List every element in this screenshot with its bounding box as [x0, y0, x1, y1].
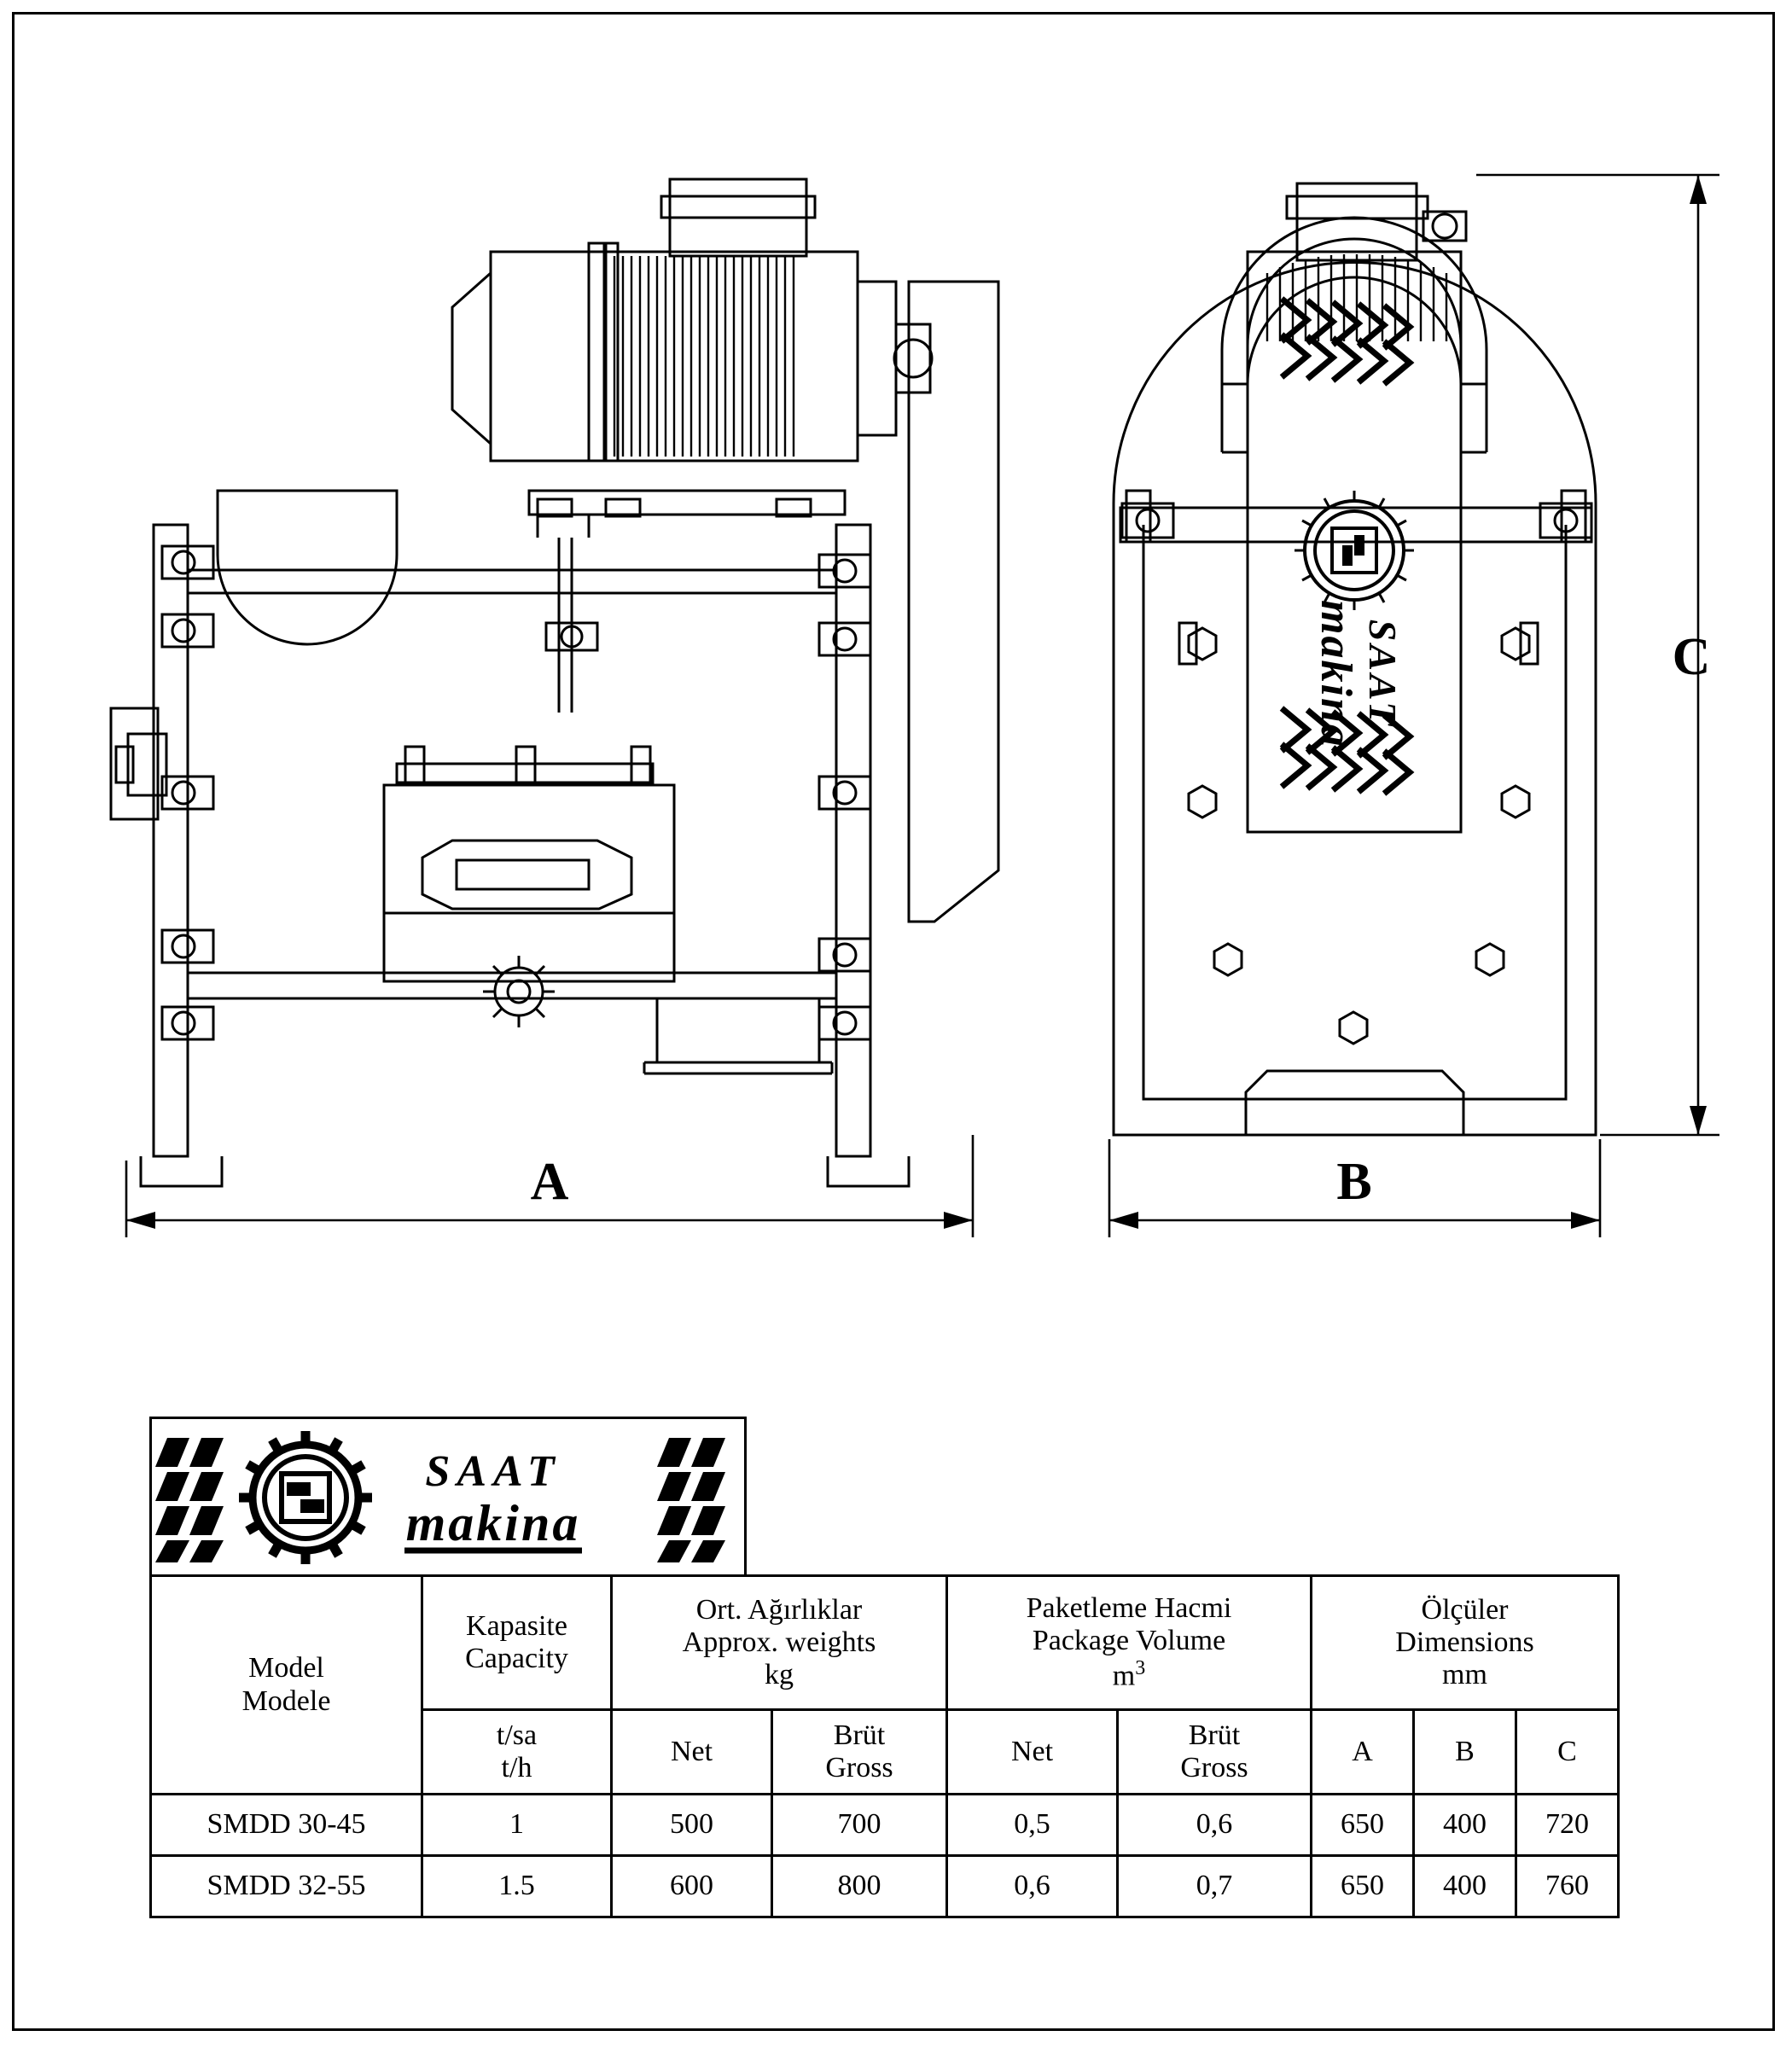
header-capacity [422, 1576, 612, 1710]
header-volume-unit-base: m [1112, 1660, 1136, 1692]
cell-net-weight: 500 [612, 1795, 772, 1856]
cell-dim-c: 720 [1516, 1795, 1619, 1856]
header-dimensions [1312, 1576, 1619, 1710]
header-model [151, 1576, 422, 1795]
header-weights-en: Approx. weights [682, 1626, 876, 1658]
header-model-fr: Modele [241, 1684, 331, 1717]
specification-table [149, 1574, 1620, 1918]
subheader-gross-weight-en: Gross [825, 1752, 893, 1783]
cell-capacity: 1.5 [422, 1856, 612, 1917]
subheader-gross-volume-en: Gross [1180, 1752, 1248, 1783]
tread-pattern-left [155, 1438, 224, 1562]
cell-gross-volume: 0,7 [1118, 1856, 1312, 1917]
cell-gross-weight: 700 [772, 1795, 947, 1856]
belt-chevrons-top [1282, 299, 1410, 384]
header-weights [612, 1576, 947, 1710]
side-view [111, 179, 998, 1186]
subheader-gross-weight [772, 1710, 947, 1795]
subheader-net-weight: Net [612, 1710, 772, 1795]
cell-net-weight: 600 [612, 1856, 772, 1917]
company-logo [149, 1417, 747, 1574]
logo-text-saat: SAAT [425, 1447, 561, 1496]
cell-dim-b: 400 [1414, 1795, 1516, 1856]
drawing-svg [26, 26, 1766, 1357]
table-row [151, 1795, 1619, 1856]
cell-gross-weight: 800 [772, 1856, 947, 1917]
table-header-row-1 [151, 1576, 1619, 1710]
specification-section [149, 1417, 1617, 1918]
header-dimensions-tr: Ölçüler [1421, 1593, 1509, 1626]
header-volume-unit [951, 1657, 1306, 1692]
tread-pattern-right [657, 1438, 725, 1562]
machine-drawing [26, 26, 1766, 1357]
subheader-dim-c: C [1516, 1710, 1619, 1795]
subheader-gross-weight-tr: Brüt [833, 1719, 886, 1751]
subheader-dim-a: A [1312, 1710, 1414, 1795]
dimension-label-c: C [1672, 628, 1711, 686]
logo-text-makina: makina [405, 1495, 581, 1551]
header-dimensions-en: Dimensions [1395, 1626, 1534, 1658]
subheader-gross-volume-tr: Brüt [1188, 1719, 1241, 1751]
svg-text:makina: makina [1312, 600, 1360, 748]
header-dimensions-unit: mm [1442, 1659, 1487, 1691]
cell-net-volume: 0,5 [947, 1795, 1118, 1856]
svg-text:SAAT: SAAT [1361, 619, 1405, 730]
cell-model: SMDD 32-55 [151, 1856, 422, 1917]
dimension-label-a: A [530, 1153, 569, 1211]
cell-model: SMDD 30-45 [151, 1795, 422, 1856]
gear-icon [239, 1431, 372, 1564]
dimension-label-b: B [1336, 1153, 1372, 1211]
header-capacity-en: Capacity [465, 1643, 568, 1674]
header-volume-unit-exp: 3 [1135, 1657, 1146, 1680]
cell-dim-a: 650 [1312, 1795, 1414, 1856]
cell-gross-volume: 0,6 [1118, 1795, 1312, 1856]
cell-net-volume: 0,6 [947, 1856, 1118, 1917]
subheader-gross-volume [1118, 1710, 1312, 1795]
header-weights-unit: kg [765, 1659, 794, 1691]
header-volume [947, 1576, 1312, 1710]
subheader-capacity-tr: t/sa [496, 1719, 538, 1751]
header-capacity-tr: Kapasite [466, 1609, 567, 1642]
belt-logo-text [1312, 600, 1405, 748]
logo-svg [152, 1419, 744, 1572]
header-volume-en: Package Volume [1032, 1625, 1226, 1657]
subheader-capacity-en: t/h [501, 1752, 532, 1783]
cell-capacity: 1 [422, 1795, 612, 1856]
header-weights-tr: Ort. Ağırlıklar [695, 1593, 863, 1626]
header-model-tr: Model [248, 1652, 324, 1684]
cell-dim-c: 760 [1516, 1856, 1619, 1917]
table-row [151, 1856, 1619, 1917]
subheader-net-volume: Net [947, 1710, 1118, 1795]
subheader-capacity-unit [422, 1710, 612, 1795]
subheader-dim-b: B [1414, 1710, 1516, 1795]
cell-dim-a: 650 [1312, 1856, 1414, 1917]
header-volume-tr: Paketleme Hacmi [1026, 1592, 1232, 1625]
cell-dim-b: 400 [1414, 1856, 1516, 1917]
